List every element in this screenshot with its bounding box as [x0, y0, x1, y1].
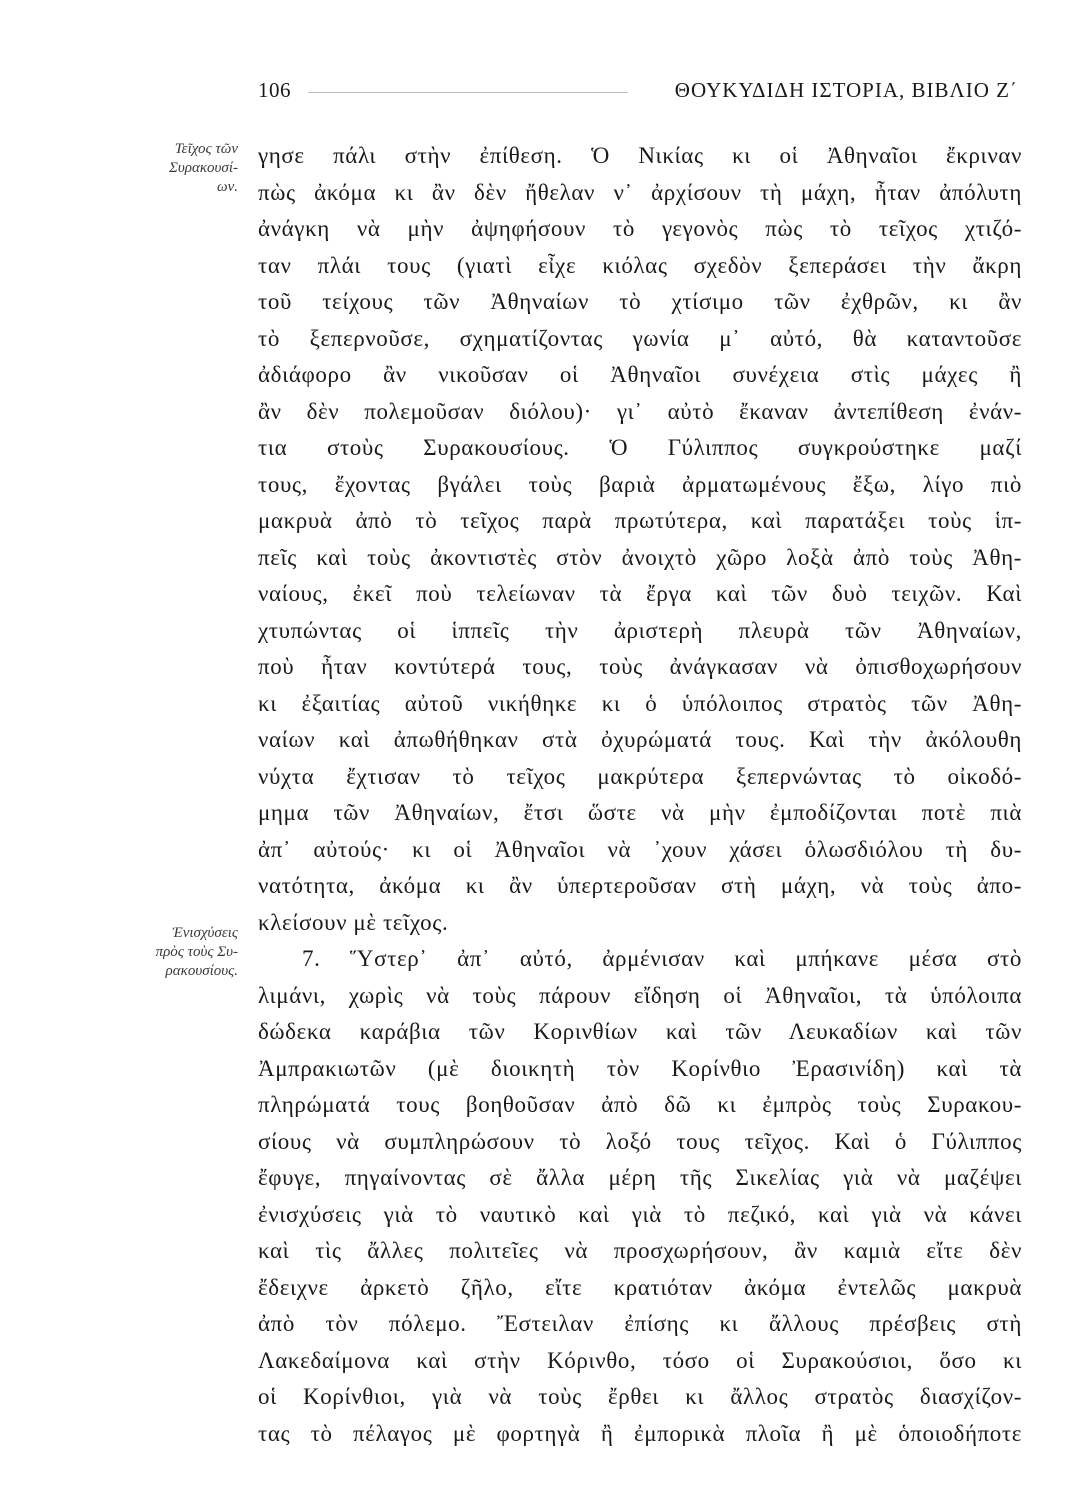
body-line: νύχτα ἔχτισαν τὸ τεῖχος μακρύτερα ξεπερνώντας τὸ οἰκοδό-: [258, 763, 1022, 789]
body-line: ἔφυγε, πηγαίνοντας σὲ ἄλλα μέρη τῆς Σικελίας γιὰ νὰ μαζέψει: [258, 1165, 1022, 1190]
body-text: [258, 138, 1022, 1452]
body-line: ἀπ᾽ αὐτούς· κι οἱ Ἀθηναῖοι νὰ ᾽χουν χάσει ὁλωσδιόλου τὴ δυ-: [258, 836, 1022, 862]
margin-note-reinforcements: [138, 924, 238, 981]
body-line: Ἀμπρακιωτῶν (μὲ διοικητὴ τὸν Κορίνθιο Ἐρασινίδη) καὶ τὰ: [258, 1055, 1022, 1081]
page-number: 106: [258, 78, 291, 102]
margin-note-line: πρὸς τοὺς Συ-: [155, 944, 238, 960]
body-line: λιμάνι, χωρὶς νὰ τοὺς πάρουν εἴδηση οἱ Ἀθηναῖοι, τὰ ὑπόλοιπα: [258, 982, 1022, 1008]
running-head: [258, 72, 1018, 112]
margin-note-wall: [138, 140, 238, 197]
body-line: τὸ ξεπερνοῦσε, σχηματίζοντας γωνία μ᾽ αὐτό, θὰ καταντοῦσε: [258, 325, 1022, 351]
body-line: τους, ἔχοντας βγάλει τοὺς βαριὰ ἀρματωμένους ἔξω, λίγο πιὸ: [258, 471, 1022, 497]
body-line: ἀπὸ τὸν πόλεμο. Ἔστειλαν ἐπίσης κι ἄλλους πρέσβεις στὴ: [258, 1311, 1022, 1336]
body-line: δώδεκα καράβια τῶν Κορινθίων καὶ τῶν Λευκαδίων καὶ τῶν: [258, 1019, 1022, 1044]
header-rule: [308, 92, 628, 93]
body-line: ἀνάγκη νὰ μὴν ἀψηφήσουν τὸ γεγονὸς πὼς τὸ τεῖχος χτιζό-: [258, 216, 1022, 241]
body-line: ναίους, ἐκεῖ ποὺ τελείωναν τὰ ἔργα καὶ τῶν δυὸ τειχῶν. Καὶ: [258, 581, 1022, 606]
margin-note-line: ων.: [217, 179, 238, 195]
body-line: μακρυὰ ἀπὸ τὸ τεῖχος παρὰ πρωτύτερα, καὶ παρατάξει τοὺς ἱπ-: [258, 508, 1022, 533]
margin-note-line: Συρακουσί-: [168, 160, 238, 176]
body-line: Λακεδαίμονα καὶ στὴν Κόρινθο, τόσο οἱ Συρακούσιοι, ὅσο κι: [258, 1347, 1022, 1373]
margin-note-line: ρακουσίους.: [165, 963, 238, 979]
body-line: γησε πάλι στὴν ἐπίθεση. Ὁ Νικίας κι οἱ Ἀθηναῖοι ἔκριναν: [258, 143, 1022, 168]
body-line: χτυπώντας οἱ ἱππεῖς τὴν ἀριστερὴ πλευρὰ τῶν Ἀθηναίων,: [258, 617, 1022, 643]
body-line: νατότητα, ἀκόμα κι ἂν ὑπερτεροῦσαν στὴ μάχη, νὰ τοὺς ἀπο-: [258, 873, 1022, 898]
margin-note-line: Ἐνισχύσεις: [172, 925, 238, 941]
body-line: ἀδιάφορο ἂν νικοῦσαν οἱ Ἀθηναῖοι συνέχεια στὶς μάχες ἢ: [258, 362, 1022, 387]
body-line: καὶ τὶς ἄλλες πολιτεῖες νὰ προσχωρήσουν, ἂν καμιὰ εἴτε δὲν: [258, 1238, 1022, 1263]
body-line: ποὺ ἦταν κοντύτερά τους, τοὺς ἀνάγκασαν νὰ ὀπισθοχωρήσουν: [258, 654, 1022, 679]
body-line: ταν πλάι τους (γιατὶ εἶχε κιόλας σχεδὸν ξεπεράσει τὴν ἄκρη: [258, 252, 1022, 278]
body-line: τια στοὺς Συρακουσίους. Ὁ Γύλιππος συγκρούστηκε μαζί: [258, 435, 1022, 460]
margin-note-line: Τεῖχος τῶν: [174, 141, 238, 157]
body-line: κι ἐξαιτίας αὐτοῦ νικήθηκε κι ὁ ὑπόλοιπος στρατὸς τῶν Ἀθη-: [258, 690, 1022, 716]
body-line: ἂν δὲν πολεμοῦσαν διόλου)· γι᾽ αὐτὸ ἔκαναν ἀντεπίθεση ἐνάν-: [258, 398, 1022, 424]
body-line: μημα τῶν Ἀθηναίων, ἔτσι ὥστε νὰ μὴν ἐμποδίζονται ποτὲ πιὰ: [258, 800, 1022, 825]
body-line: ναίων καὶ ἀπωθήθηκαν στὰ ὀχυρώματά τους. Καὶ τὴν ἀκόλουθη: [258, 727, 1022, 752]
body-line: οἱ Κορίνθιοι, γιὰ νὰ τοὺς ἔρθει κι ἄλλος στρατὸς διασχίζον-: [258, 1384, 1022, 1409]
body-line: πὼς ἀκόμα κι ἂν δὲν ἤθελαν ν᾽ ἀρχίσουν τὴ μάχη, ἦταν ἀπόλυτη: [258, 179, 1022, 205]
body-line: πεῖς καὶ τοὺς ἀκοντιστὲς στὸν ἀνοιχτὸ χῶρο λοξὰ ἀπὸ τοὺς Ἀθη-: [258, 544, 1022, 570]
body-line-paragraph-end: κλείσουν μὲ τεῖχος.: [258, 909, 449, 935]
body-line: σίους νὰ συμπληρώσουν τὸ λοξό τους τεῖχος. Καὶ ὁ Γύλιππος: [258, 1128, 1022, 1154]
body-line: ἔδειχνε ἀρκετὸ ζῆλο, εἴτε κρατιόταν ἀκόμα ἐντελῶς μακρυὰ: [258, 1274, 1022, 1300]
running-title: ΘΟΥΚΥΔΙΔΗ ΙΣΤΟΡΙΑ, ΒΙΒΛΙΟ Ζ΄: [674, 78, 1018, 102]
body-line: τας τὸ πέλαγος μὲ φορτηγὰ ἢ ἐμπορικὰ πλοῖα ἢ μὲ ὁποιοδήποτε: [258, 1420, 1022, 1446]
body-line: πληρώματά τους βοηθοῦσαν ἀπὸ δῶ κι ἐμπρὸς τοὺς Συρακου-: [258, 1092, 1022, 1117]
body-line-section-7-start: 7. Ὕστερ᾽ ἀπ᾽ αὐτό, ἀρμένισαν καὶ μπήκανε μέσα στὸ: [302, 946, 1022, 971]
body-line: ἐνισχύσεις γιὰ τὸ ναυτικὸ καὶ γιὰ τὸ πεζικό, καὶ γιὰ νὰ κάνει: [258, 1201, 1022, 1227]
body-line: τοῦ τείχους τῶν Ἀθηναίων τὸ χτίσιμο τῶν ἐχθρῶν, κι ἂν: [258, 289, 1022, 314]
